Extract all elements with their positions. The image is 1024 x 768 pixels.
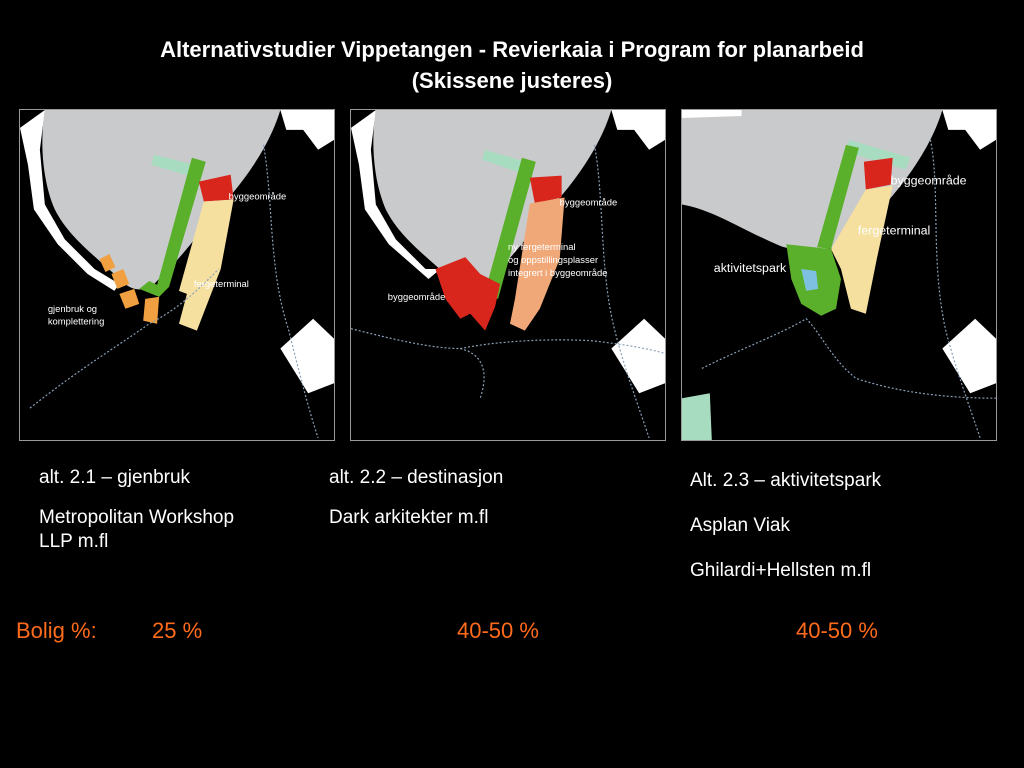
map1-label-gjenbruk-1: gjenbruk og	[47, 302, 98, 314]
ferry-route-2	[263, 145, 318, 438]
orange-reuse-4	[143, 297, 159, 324]
alt-2-3-credit-2: Ghilardi+Hellsten m.fl	[690, 560, 872, 581]
alt-2-1-credit: Metropolitan Workshop LLP m.fl	[39, 507, 235, 552]
ferry-route-1	[351, 329, 484, 399]
map2-label-ny-1: ny fergeterminal	[508, 241, 576, 253]
white-pier-right	[611, 110, 665, 150]
white-block-right	[942, 319, 996, 394]
orange-reuse-3	[119, 289, 139, 309]
alt-2-3-credit-1: Asplan Viak	[690, 515, 790, 536]
title-line-1: Alternativstudier Vippetangen - Revierkaia i Program for planarbeid	[160, 37, 864, 62]
red-building-area	[864, 158, 893, 190]
map2-label-byggeomrade-top: byggeområde	[559, 196, 618, 208]
map2-label-ny-2: og oppstillingsplasser	[508, 254, 599, 266]
alt-2-2-credit: Dark arkitekter m.fl	[329, 507, 489, 528]
alt-2-1-name: alt. 2.1 – gjenbruk	[39, 467, 191, 488]
bolig-label: Bolig %:	[16, 618, 97, 643]
alt-2-2-name: alt. 2.2 – destinasjon	[329, 467, 504, 488]
map-alt-2-3	[681, 109, 997, 441]
caption-alt-2-3	[690, 469, 990, 604]
map2-label-byggeomrade-left: byggeområde	[387, 290, 446, 302]
white-pier-right	[942, 110, 996, 150]
map1-label-byggeomrade: byggeområde	[228, 190, 287, 202]
map-alt-2-2	[350, 109, 666, 441]
mint-corner	[682, 393, 712, 440]
ferry-route-3	[594, 145, 649, 438]
map3-label-byggeomrade: byggeområde	[890, 173, 967, 188]
site-plan-alt-2-2	[351, 110, 665, 440]
alt-2-3-name: Alt. 2.3 – aktivitetspark	[690, 470, 882, 491]
white-pier-right	[280, 110, 334, 150]
map3-label-aktivitetspark: aktivitetspark	[713, 261, 787, 276]
site-plan-alt-2-3	[682, 110, 996, 440]
slide-title	[0, 34, 1024, 96]
site-plan-alt-2-1	[20, 110, 334, 440]
map1-label-fergeterminal: fergeterminal	[193, 277, 249, 289]
caption-alt-2-2	[329, 466, 629, 546]
map1-label-gjenbruk-2: komplettering	[47, 315, 105, 327]
caption-alt-2-1	[39, 466, 299, 570]
map3-label-fergeterminal: fergeterminal	[857, 223, 931, 238]
map-alt-2-1	[19, 109, 335, 441]
bolig-value-alt-2-1: 25 %	[152, 618, 203, 643]
bolig-value-alt-2-3: 40-50 %	[796, 618, 878, 643]
title-line-2: (Skissene justeres)	[411, 68, 613, 93]
white-block-right	[611, 319, 665, 394]
map2-label-ny-3: integrert i byggeområde	[508, 266, 608, 278]
bolig-value-alt-2-2: 40-50 %	[457, 618, 539, 643]
